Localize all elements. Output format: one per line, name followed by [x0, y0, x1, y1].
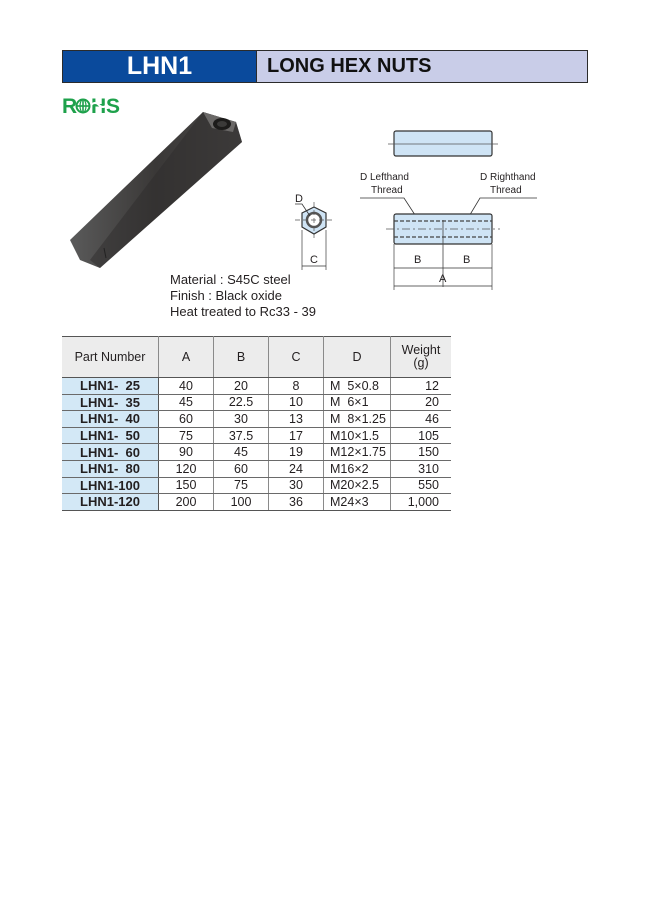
table-row: LHN1-100 150 75 30 M20×2.5 550	[62, 477, 451, 494]
col-weight: Weight (g)	[391, 337, 452, 378]
spec-finish: Finish : Black oxide	[170, 288, 282, 303]
d-label: D	[295, 193, 303, 205]
product-photo	[60, 100, 260, 280]
svg-text:B: B	[414, 254, 422, 266]
table-row: LHN1- 50 75 37.5 17 M10×1.5 105	[62, 427, 451, 444]
svg-text:B: B	[463, 254, 471, 266]
svg-text:Thread: Thread	[371, 185, 403, 196]
table-row: LHN1- 35 45 22.5 10 M 6×1 20	[62, 394, 451, 411]
product-code: LHN1	[63, 51, 257, 82]
svg-text:A: A	[439, 273, 447, 285]
col-d: D	[324, 337, 391, 378]
svg-text:D Righthand: D Righthand	[480, 172, 536, 183]
dimension-drawing	[280, 120, 550, 295]
svg-text:D Lefthand: D Lefthand	[360, 172, 409, 183]
product-header	[62, 50, 588, 83]
col-a: A	[159, 337, 214, 378]
svg-text:Thread: Thread	[490, 185, 522, 196]
spec-heat-treatment: Heat treated to Rc33 - 39	[170, 304, 316, 319]
spec-material: Material : S45C steel	[170, 272, 291, 287]
table-row: LHN1- 25 40 20 8 M 5×0.8 12	[62, 378, 451, 395]
table-row: LHN1- 40 60 30 13 M 8×1.25 46	[62, 411, 451, 428]
svg-text:C: C	[310, 254, 318, 266]
col-b: B	[214, 337, 269, 378]
table-row: LHN1-120 200 100 36 M24×3 1,000	[62, 494, 451, 511]
svg-text:H: H	[91, 95, 107, 117]
col-part-number: Part Number	[62, 337, 159, 378]
product-title: LONG HEX NUTS	[257, 51, 587, 82]
dimensions-table	[62, 336, 451, 511]
table-header-row	[62, 337, 451, 378]
table-row: LHN1- 80 120 60 24 M16×2 310	[62, 460, 451, 477]
table-row: LHN1- 60 90 45 19 M12×1.75 150	[62, 444, 451, 461]
svg-text:S: S	[106, 95, 121, 117]
col-c: C	[269, 337, 324, 378]
svg-text:R: R	[62, 95, 78, 117]
